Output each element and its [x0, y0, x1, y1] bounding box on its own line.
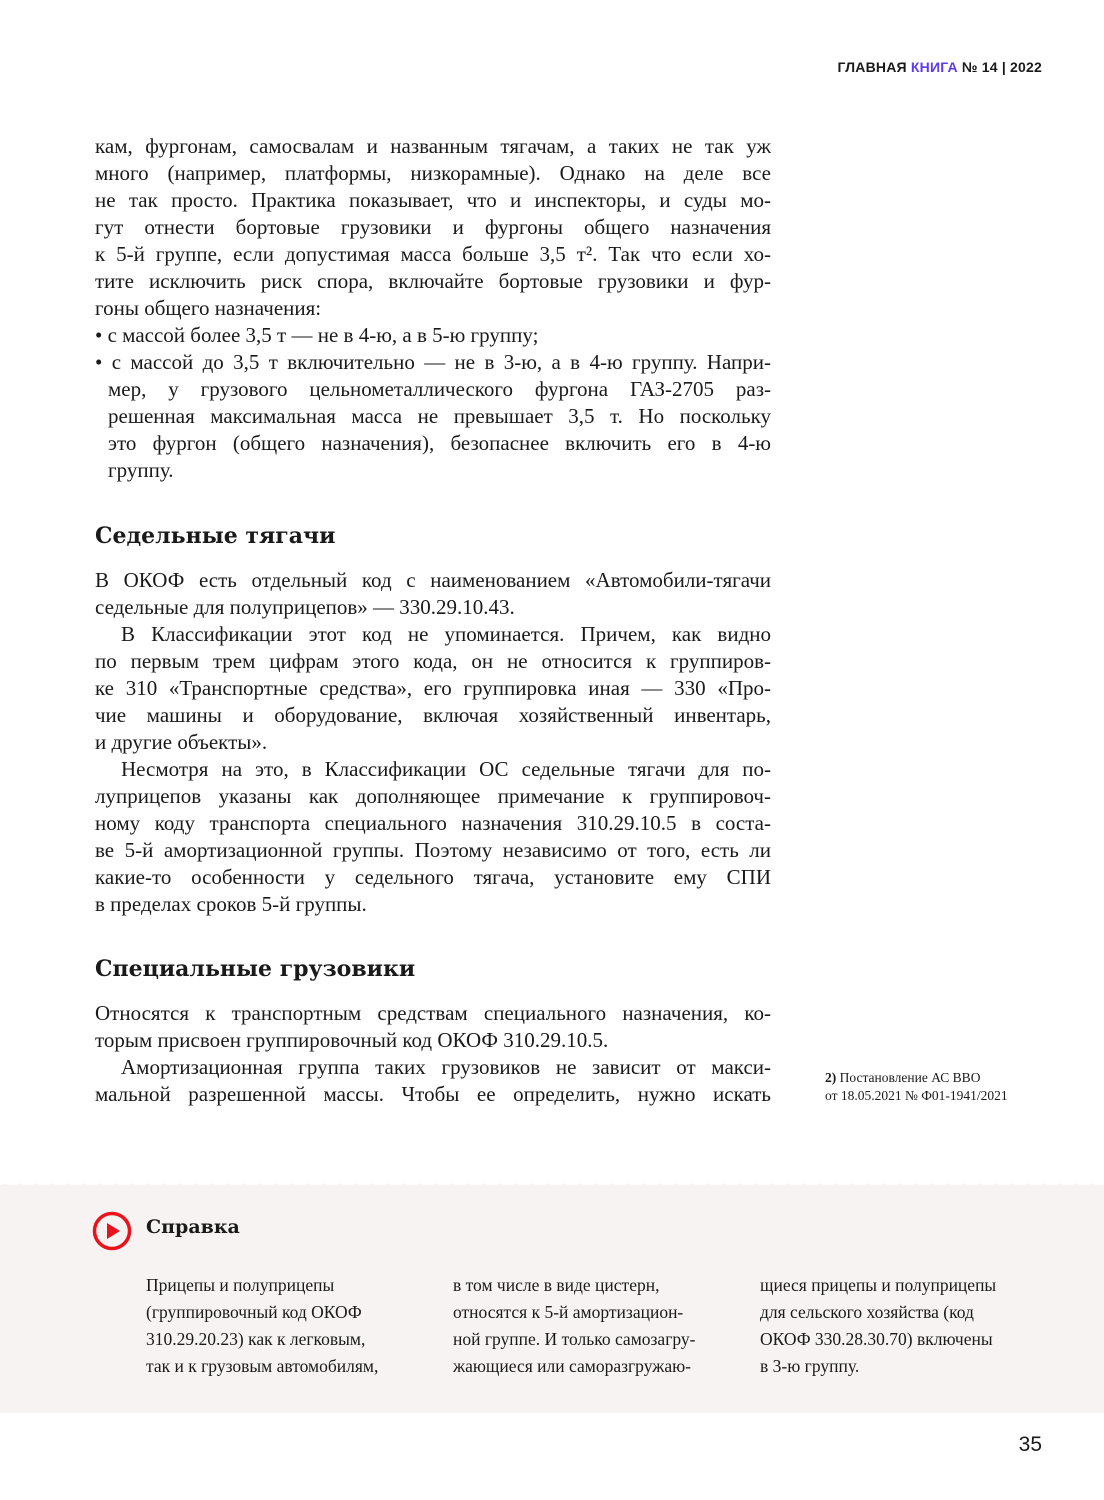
reference-line: для сельского хозяйства (код [760, 1302, 974, 1322]
intro-text [95, 133, 771, 484]
text-line: по первым трем цифрам этого кода, он не относится к группиров- [95, 649, 771, 673]
reference-title: Справка [146, 1216, 240, 1238]
text-line: чие машины и оборудование, включая хозяйственный инвентарь, [95, 703, 771, 727]
text-line: много (например, платформы, низкорамные). Однако на деле все [95, 161, 771, 185]
reference-column [760, 1272, 996, 1380]
text-line: гоны общего назначения: [95, 296, 322, 320]
reference-line: ОКОФ 330.28.30.70) включены [760, 1329, 993, 1349]
text-line: В ОКОФ есть отдельный код с наименованием «Автомобили-тягачи [95, 568, 771, 592]
text-line: не так просто. Практика показывает, что и инспекторы, и суды мо- [95, 188, 771, 212]
text-line: тите исключить риск спора, включайте бортовые грузовики и фур- [95, 269, 771, 293]
text-line: Несмотря на это, в Классификации ОС седельные тягачи для по- [121, 757, 771, 781]
reference-line: так и к грузовым автомобилям, [146, 1356, 379, 1376]
reference-line: относятся к 5-й амортизацион- [453, 1302, 684, 1322]
reference-line: ной группе. И только самозагру- [453, 1329, 696, 1349]
text-line: ве 5-й амортизационной группы. Поэтому независимо от того, есть ли [95, 838, 771, 862]
section-heading: Специальные грузовики [95, 956, 416, 982]
text-line: седельные для полуприцепов» — 330.29.10.43. [95, 595, 515, 619]
section-heading: Седельные тягачи [95, 523, 336, 549]
footnote-number: 2) [825, 1070, 837, 1085]
page-number: 35 [1018, 1433, 1042, 1456]
section-body [95, 1000, 771, 1108]
play-circle-icon [92, 1211, 132, 1251]
footnote-line: Постановление АС ВВО [839, 1070, 981, 1085]
section-special-trucks [95, 954, 771, 1108]
wavy-edge [0, 1181, 1104, 1187]
reference-line: жающиеся или саморазгружаю- [453, 1356, 691, 1376]
text-line: какие-то особенности у седельного тягача, установите ему СПИ [95, 865, 771, 889]
reference-line: щиеся прицепы и полуприцепы [760, 1275, 997, 1295]
text-line: • с массой более 3,5 т — не в 4-ю, а в 5-ю группу; [95, 323, 539, 347]
brand-main: ГЛАВНАЯ [837, 59, 907, 75]
text-line: торым присвоен группировочный код ОКОФ 310.29.10.5. [95, 1028, 609, 1052]
reference-line: в том числе в виде цистерн, [453, 1275, 660, 1295]
text-line: Амортизационная группа таких грузовиков не зависит от макси- [121, 1055, 771, 1079]
text-line: группу. [108, 458, 174, 482]
reference-line: 310.29.20.23) как к легковым, [146, 1329, 366, 1349]
footnote-line: от 18.05.2021 № Ф01-1941/2021 [825, 1088, 1008, 1103]
reference-column [146, 1272, 378, 1380]
reference-line: Прицепы и полуприцепы [146, 1275, 335, 1295]
issue-number: № 14 | 2022 [961, 59, 1042, 75]
reference-column [453, 1272, 695, 1380]
reference-line: в 3-ю группу. [760, 1356, 860, 1376]
text-line: гут отнести бортовые грузовики и фургоны общего назначения [95, 215, 771, 239]
text-line: кам, фургонам, самосвалам и названным тягачам, а таких не так уж [95, 134, 771, 158]
text-line: луприцепов указаны как дополняющее примечание к группировоч- [95, 784, 771, 808]
text-line: мальной разрешенной массы. Чтобы ее определить, нужно искать [95, 1082, 771, 1106]
text-line: • с массой до 3,5 т включительно — не в 3-ю, а в 4-ю группу. Напри- [95, 350, 771, 374]
running-header [837, 59, 1042, 75]
brand-accent: КНИГА [910, 59, 958, 75]
section-body [95, 567, 771, 918]
text-line: это фургон (общего назначения), безопаснее включить его в 4-ю [108, 431, 771, 455]
text-line: ке 310 «Транспортные средства», его группировка иная — 330 «Про- [95, 676, 771, 700]
text-line: к 5-й группе, если допустимая масса больше 3,5 т². Так что если хо- [95, 242, 771, 266]
text-line: и другие объекты». [95, 730, 268, 754]
text-line: В Классификации этот код не упоминается. Причем, как видно [121, 622, 771, 646]
text-line: мер, у грузового цельнометаллического фургона ГАЗ-2705 раз- [108, 377, 771, 401]
text-line: Относятся к транспортным средствам специального назначения, ко- [95, 1001, 771, 1025]
text-line: в пределах сроков 5-й группы. [95, 892, 367, 916]
footnote [825, 1069, 1008, 1105]
reference-line: (группировочный код ОКОФ [146, 1302, 362, 1322]
text-line: ному коду транспорта специального назначения 310.29.10.5 в соста- [95, 811, 771, 835]
text-line: решенная максимальная масса не превышает 3,5 т. Но поскольку [108, 404, 771, 428]
section-seddle-tractors [95, 521, 771, 918]
